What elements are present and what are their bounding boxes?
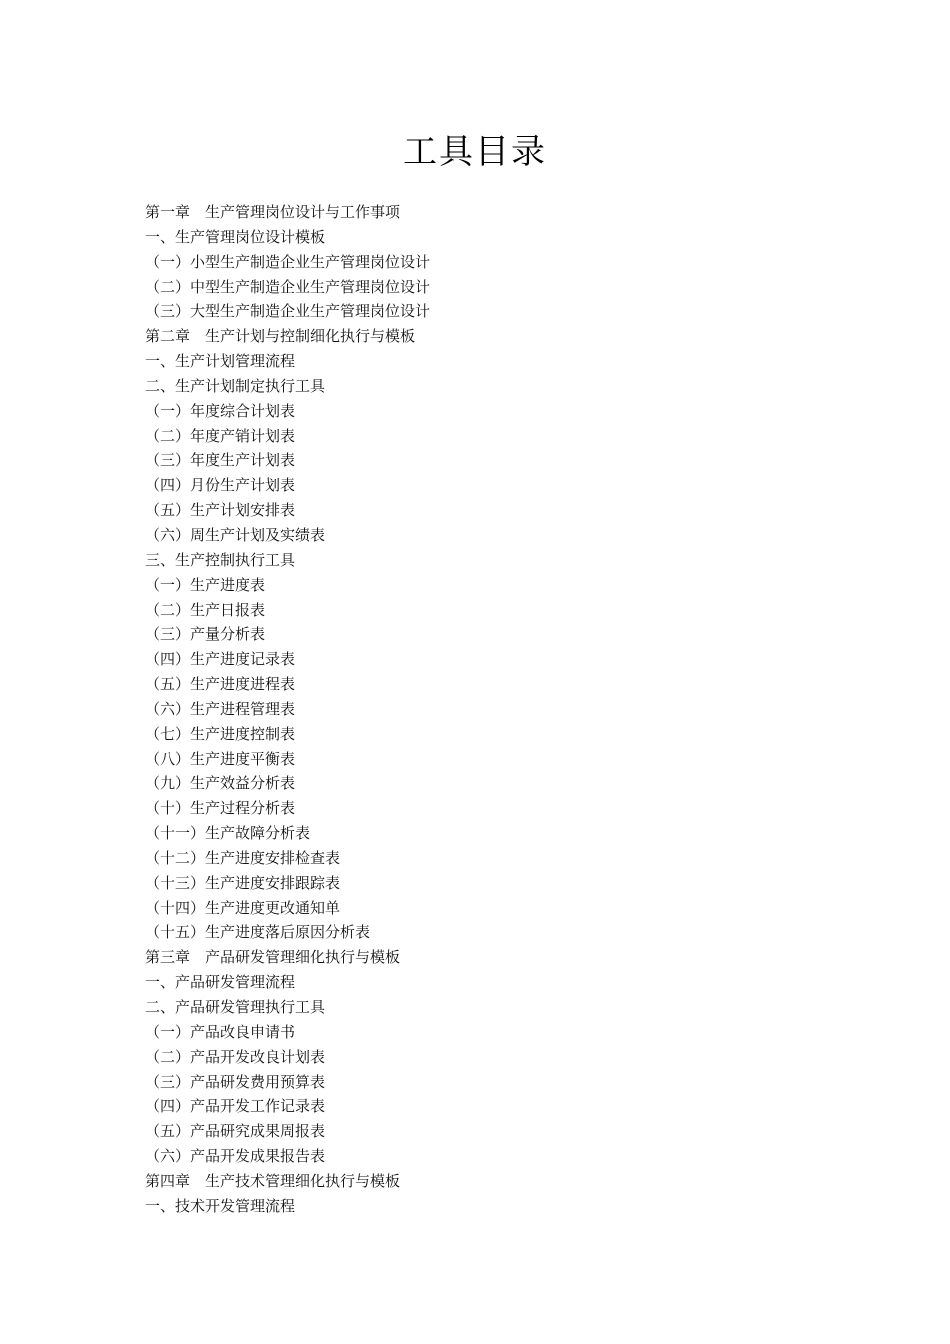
toc-entry: 第四章 生产技术管理细化执行与模板 xyxy=(145,1171,401,1190)
toc-entry: （十三）生产进度安排跟踪表 xyxy=(145,873,341,892)
toc-entry: （二）年度产销计划表 xyxy=(145,426,296,445)
toc-entry: 一、技术开发管理流程 xyxy=(145,1196,296,1215)
toc-entry: （三）大型生产制造企业生产管理岗位设计 xyxy=(145,302,431,321)
toc-entry: （六）周生产计划及实绩表 xyxy=(145,525,326,544)
toc-entry: （六）产品开发成果报告表 xyxy=(145,1147,326,1166)
toc-entry: （二）中型生产制造企业生产管理岗位设计 xyxy=(145,277,431,296)
page-title: 工具目录 xyxy=(403,132,547,172)
toc-entry: 二、生产计划制定执行工具 xyxy=(145,376,326,395)
toc-entry: （十四）生产进度更改通知单 xyxy=(145,898,341,917)
toc-entry: （四）月份生产计划表 xyxy=(145,476,296,495)
toc-entry: 第二章 生产计划与控制细化执行与模板 xyxy=(145,327,416,346)
toc-entry: （三）产量分析表 xyxy=(145,625,266,644)
toc-entry: （七）生产进度控制表 xyxy=(145,724,296,743)
toc-entry: 一、生产计划管理流程 xyxy=(145,352,296,371)
toc-entry: （四）产品开发工作记录表 xyxy=(145,1097,326,1116)
toc-entry: 三、生产控制执行工具 xyxy=(145,550,296,569)
toc-entry: （四）生产进度记录表 xyxy=(145,650,296,669)
toc-entry: （五）生产计划安排表 xyxy=(145,501,296,520)
toc-entry: （二）产品开发改良计划表 xyxy=(145,1047,326,1066)
toc-entry: 二、产品研发管理执行工具 xyxy=(145,998,326,1016)
toc-entry: （九）生产效益分析表 xyxy=(145,774,296,793)
toc-entry: （一）小型生产制造企业生产管理岗位设计 xyxy=(145,252,431,271)
toc-entry: （五）产品研究成果周报表 xyxy=(145,1122,326,1141)
toc-entry: 一、生产管理岗位设计模板 xyxy=(145,227,326,246)
toc-entry: （一）年度综合计划表 xyxy=(145,401,296,420)
toc-entry: （三）产品研发费用预算表 xyxy=(145,1072,326,1091)
toc-entry: （八）生产进度平衡表 xyxy=(145,749,296,768)
toc-entry: （十二）生产进度安排检查表 xyxy=(145,848,341,867)
toc-entry: （五）生产进度进程表 xyxy=(145,675,296,694)
toc-entry: （一）产品改良申请书 xyxy=(145,1022,296,1041)
table-of-contents xyxy=(145,200,845,1219)
toc-entry: 第三章 产品研发管理细化执行与模板 xyxy=(145,948,401,967)
toc-entry: （十五）生产进度落后原因分析表 xyxy=(145,923,371,942)
toc-entry: （一）生产进度表 xyxy=(145,575,266,594)
toc-entry: （十）生产过程分析表 xyxy=(145,799,296,818)
toc-entry: 第一章 生产管理岗位设计与工作事项 xyxy=(145,203,401,221)
toc-entry: （六）生产进程管理表 xyxy=(145,699,296,718)
toc-entry: （十一）生产故障分析表 xyxy=(145,824,311,843)
toc-entry: （三）年度生产计划表 xyxy=(145,451,296,470)
toc-entry: （二）生产日报表 xyxy=(145,600,266,619)
toc-entry: 一、产品研发管理流程 xyxy=(145,973,296,992)
